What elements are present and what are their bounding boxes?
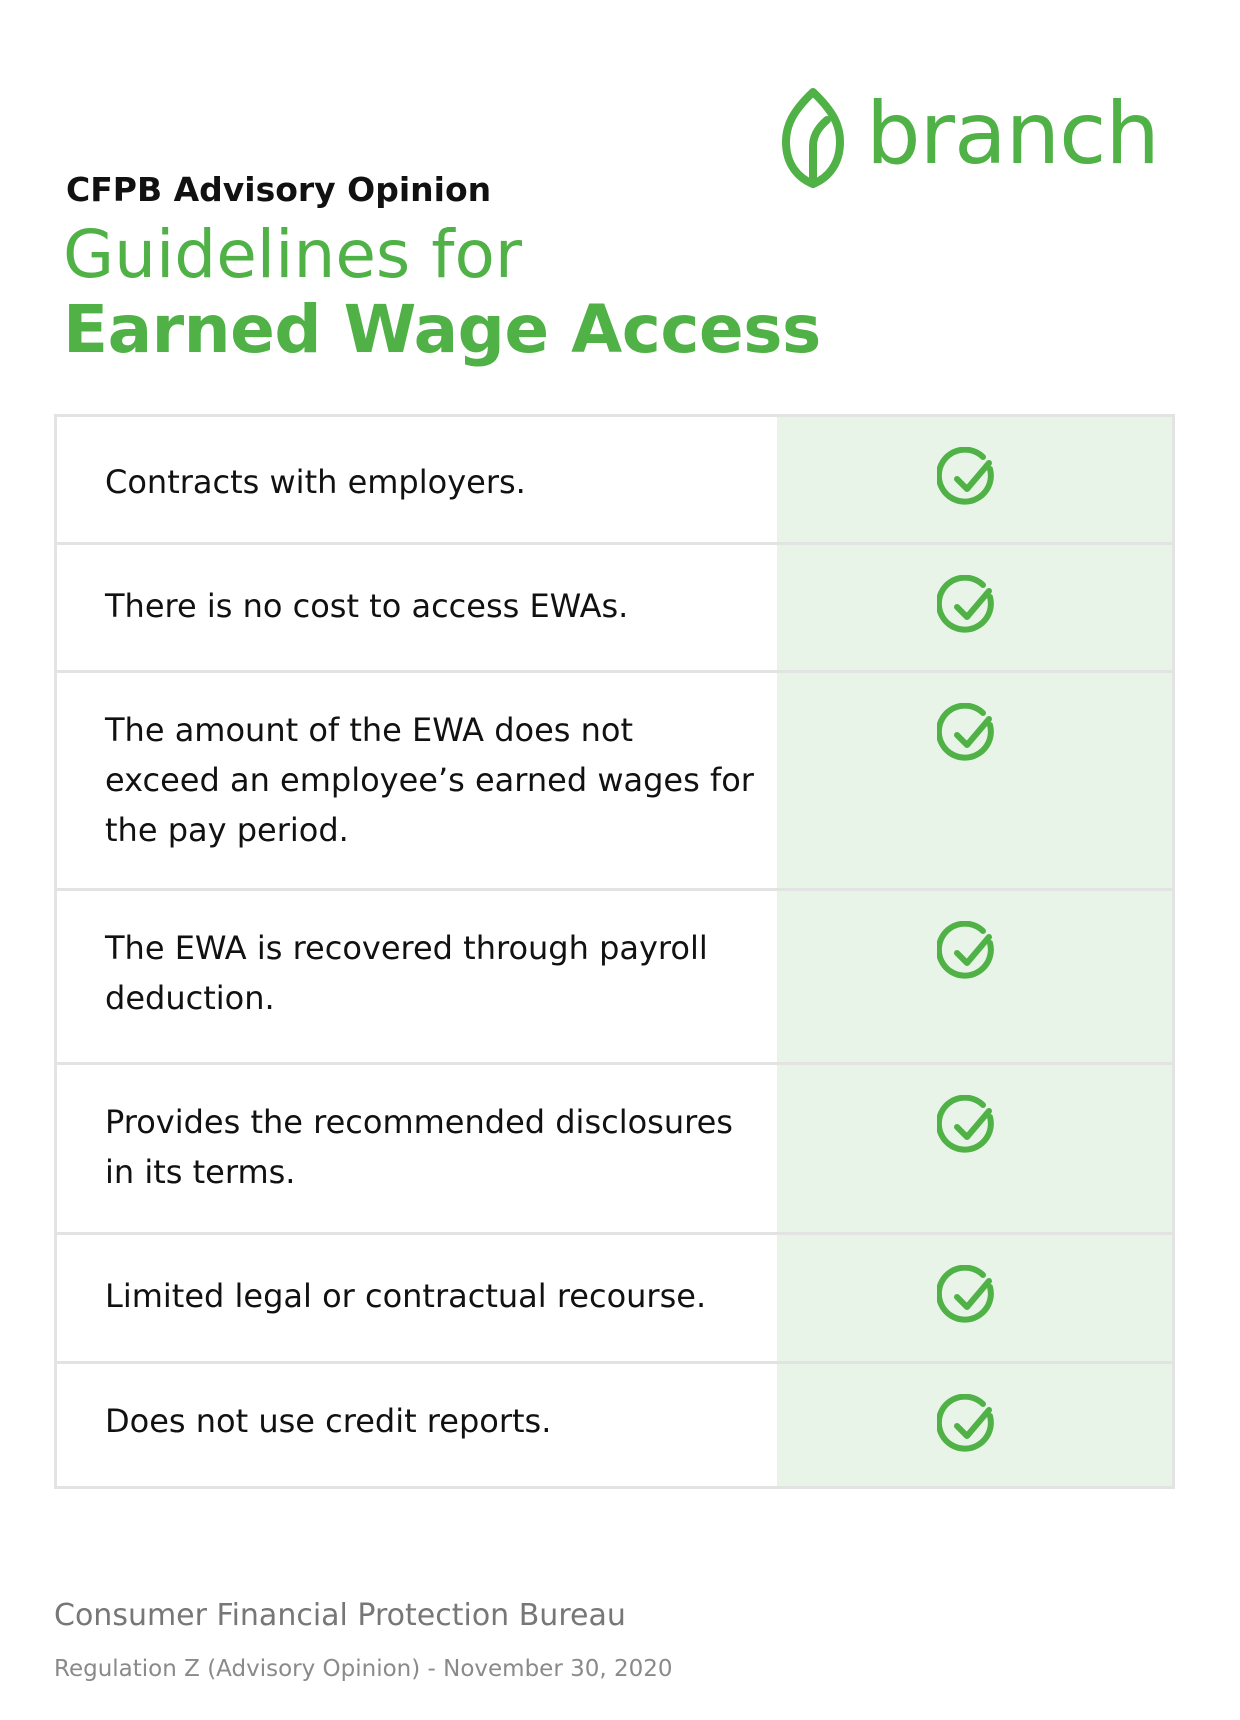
brand-name: branch (866, 84, 1159, 184)
check-circle-icon (937, 921, 1001, 985)
leaf-icon (780, 86, 846, 190)
check-circle-icon (937, 1394, 1001, 1458)
check-cell (777, 545, 1172, 670)
check-circle-icon (937, 447, 1001, 511)
page-title-line2: Earned Wage Access (63, 291, 821, 368)
check-circle-icon (937, 703, 1001, 767)
kicker-text: CFPB Advisory Opinion (66, 170, 492, 209)
guideline-text: There is no cost to access EWAs. (57, 545, 777, 670)
check-cell (777, 1235, 1172, 1361)
check-cell (777, 417, 1172, 542)
guideline-text: Does not use credit reports. (57, 1364, 777, 1486)
guideline-text: Provides the recommended disclosures in its terms. (57, 1065, 777, 1232)
check-circle-icon (937, 575, 1001, 639)
table-row (57, 891, 1172, 1065)
check-circle-icon (937, 1095, 1001, 1159)
table-row (57, 545, 1172, 673)
guidelines-table (54, 414, 1175, 1489)
footer-organization: Consumer Financial Protection Bureau (54, 1598, 626, 1633)
check-cell (777, 673, 1172, 888)
check-cell (777, 1364, 1172, 1486)
table-row (57, 1364, 1172, 1486)
guideline-text: The EWA is recovered through payroll deduction. (57, 891, 777, 1062)
guideline-text: The amount of the EWA does not exceed an employee’s earned wages for the pay period. (57, 673, 777, 888)
table-row (57, 673, 1172, 891)
footer-regulation: Regulation Z (Advisory Opinion) - November 30, 2020 (54, 1656, 673, 1682)
check-cell (777, 891, 1172, 1062)
check-cell (777, 1065, 1172, 1232)
table-row (57, 417, 1172, 545)
guideline-text: Contracts with employers. (57, 417, 777, 542)
table-row (57, 1235, 1172, 1364)
guideline-text: Limited legal or contractual recourse. (57, 1235, 777, 1361)
check-circle-icon (937, 1265, 1001, 1329)
branch-logo (780, 86, 1159, 190)
page-title-line1: Guidelines for (63, 216, 523, 293)
table-row (57, 1065, 1172, 1235)
